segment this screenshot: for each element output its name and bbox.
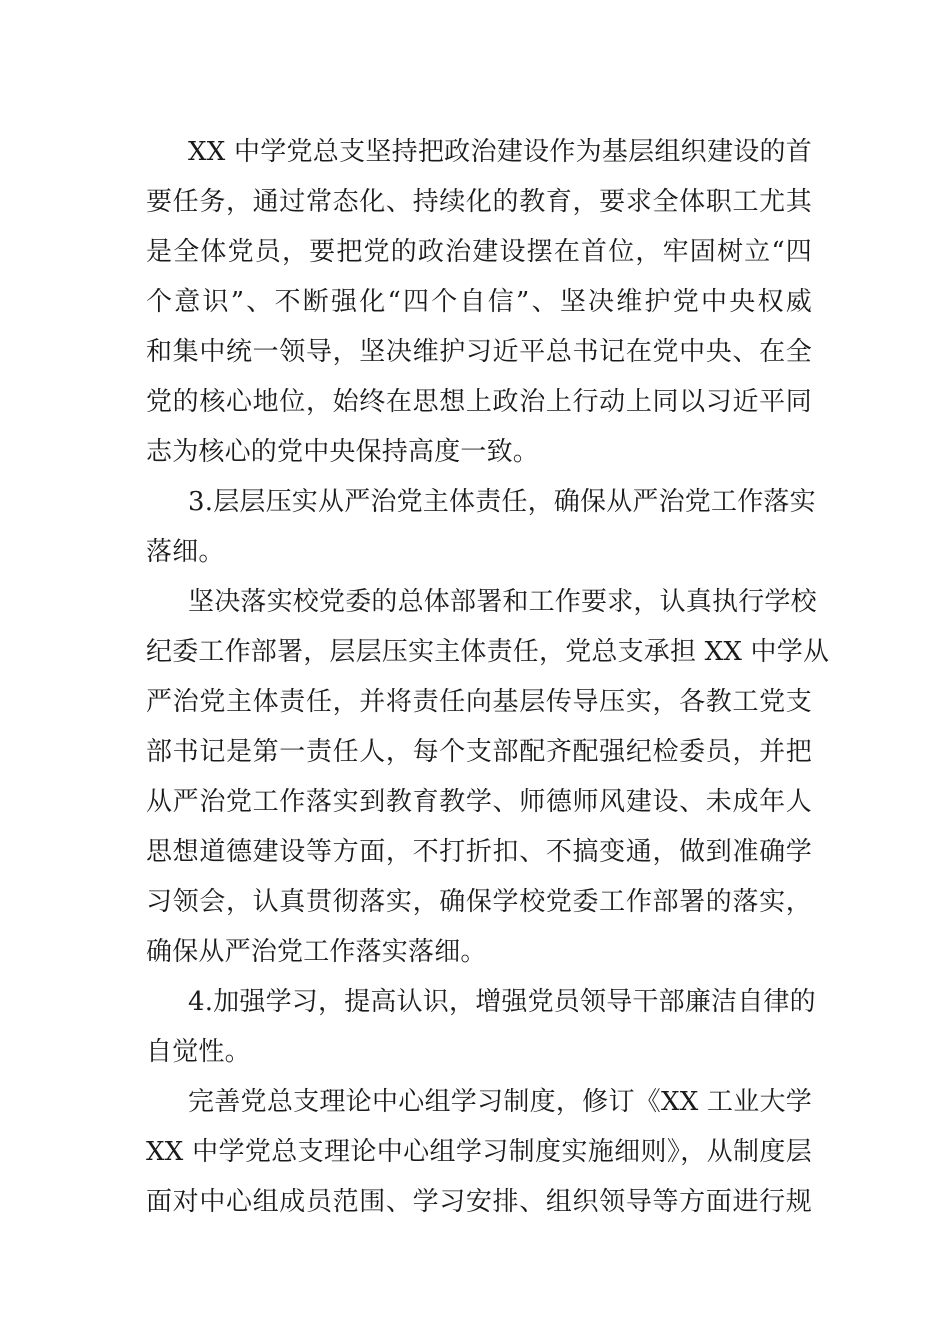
text-line: 纪委工作部署，层层压实主体责任，党总支承担 XX 中学从 [146,637,830,667]
text-line: 自觉性。 [146,1037,251,1067]
section-heading [146,477,816,577]
paragraph [146,1077,812,1227]
document-body [146,127,830,1227]
text-line: XX 中学党总支坚持把政治建设作为基层组织建设的首 [188,137,812,167]
paragraph [146,577,830,977]
text-line: 4.加强学习，提高认识，增强党员领导干部廉洁自律的 [188,987,816,1017]
text-line: 从严治党工作落实到教育教学、师德师风建设、未成年人 [146,787,812,817]
text-line: 面对中心组成员范围、学习安排、组织领导等方面进行规 [146,1187,812,1217]
text-line: 和集中统一领导，坚决维护习近平总书记在党中央、在全 [146,337,812,367]
text-line: 要任务，通过常态化、持续化的教育，要求全体职工尤其 [146,187,812,217]
section-heading [146,977,816,1077]
text-line: 落细。 [146,537,225,567]
text-line: 完善党总支理论中心组学习制度，修订《XX 工业大学 [188,1087,812,1117]
text-line: XX 中学党总支理论中心组学习制度实施细则》，从制度层 [146,1137,812,1167]
text-line: 习领会，认真贯彻落实，确保学校党委工作部署的落实， [146,887,812,917]
text-line: 是全体党员，要把党的政治建设摆在首位，牢固树立“四 [146,237,812,267]
text-line: 坚决落实校党委的总体部署和工作要求，认真执行学校 [188,587,817,617]
text-line: 确保从严治党工作落实落细。 [146,937,487,967]
text-line: 严治党主体责任，并将责任向基层传导压实，各教工党支 [146,687,812,717]
text-line: 3.层层压实从严治党主体责任，确保从严治党工作落实 [188,487,816,517]
text-line: 个意识”、不断强化“四个自信”、坚决维护党中央权威 [146,287,812,317]
paragraph [146,127,812,477]
text-line: 部书记是第一责任人，每个支部配齐配强纪检委员，并把 [146,737,812,767]
text-line: 思想道德建设等方面，不打折扣、不搞变通，做到准确学 [146,837,812,867]
text-line: 党的核心地位，始终在思想上政治上行动上同以习近平同 [146,387,812,417]
text-line: 志为核心的党中央保持高度一致。 [146,437,540,467]
